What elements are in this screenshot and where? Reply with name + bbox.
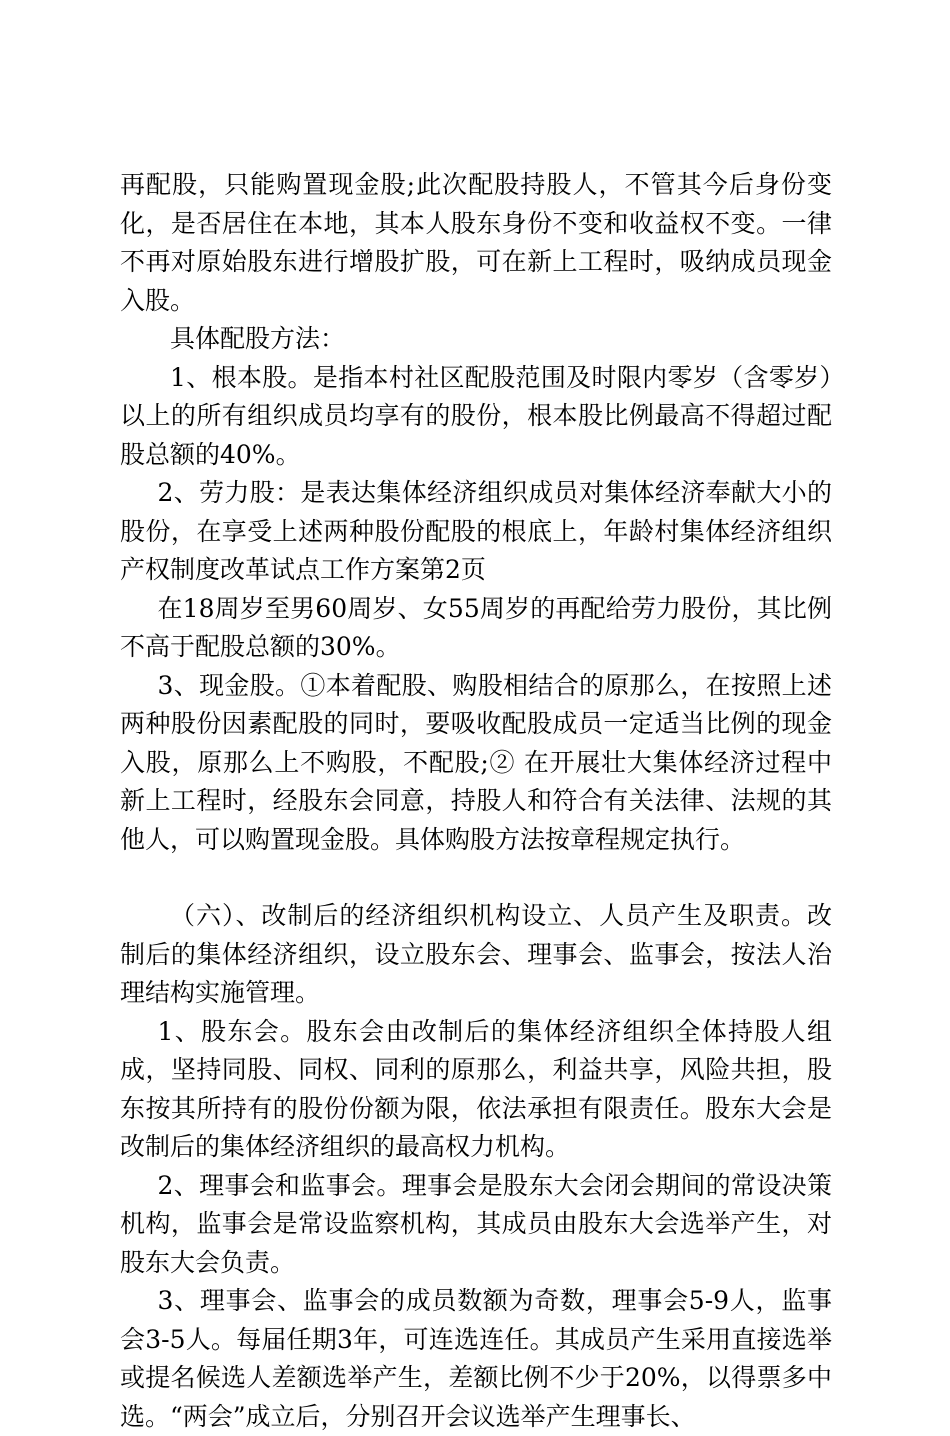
paragraph-board-and-supervisors: 2、理事会和监事会。理事会是股东大会闭会期间的常设决策机构，监事会是常设监察机构，其成员由股东大会选举产生，对股东大会负责。 [120,1170,832,1277]
paragraph-member-election: 3、理事会、监事会的成员数额为奇数，理事会5-9人，监事会3-5人。每届任期3年，可连选连任。其成员产生采用直接选举或提名候选人差额选举产生，差额比例不少于20%，以得票多中选。“两会”成立后，分别召开会议选举产生理事长、 [120,1286,832,1431]
paragraph-labor-share: 2、劳力股：是表达集体经济组织成员对集体经济奉献大小的股份，在享受上述两种股份配股的根底上，年龄村集体经济组织产权制度改革试点工作方案第2页 [120,478,832,584]
paragraph-shareholders-meeting: 1、股东会。股东会由改制后的集体经济组织全体持股人组成，坚持同股、同权、同利的原那么，利益共享，风险共担，股东按其所持有的股份份额为限，依法承担有限责任。股东大会是改制后的集体经济组织的最高权力机构。 [120,1016,832,1161]
paragraph-cash-share: 3、现金股。①本着配股、购股相结合的原那么，在按照上述两种股份因素配股的同时，要吸收配股成员一定适当比例的现金入股，原那么上不购股，不配股;② 在开展壮大集体经济过程中新上工程时，经股东会同意，持股人和符合有关法律、法规的其他人，可以购置现金股。具体购股方法按章程规定执行。 [120,670,832,854]
paragraph-section-six: （六）、改制后的经济组织机构设立、人员产生及职责。改制后的集体经济组织，设立股东会、理事会、监事会，按法人治理结构实施管理。 [120,901,832,1007]
document-body [120,166,832,1436]
paragraph-gap [120,859,832,897]
paragraph-share-transfer: 再配股，只能购置现金股;此次配股持股人，不管其今后身份变化，是否居住在本地，其本人股东身份不变和收益权不变。一律不再对原始股东进行增股扩股，可在新上工程时，吸纳成员现金入股。 [120,170,832,315]
paragraph-labor-share-age: 在18周岁至男60周岁、女55周岁的再配给劳力股份，其比例不高于配股总额的30%。 [120,593,832,661]
paragraph-base-share: 1、根本股。是指本村社区配股范围及时限内零岁（含零岁）以上的所有组织成员均享有的股份，根本股比例最高不得超过配股总额的40%。 [120,362,832,469]
paragraph-method-heading: 具体配股方法： [170,324,346,353]
